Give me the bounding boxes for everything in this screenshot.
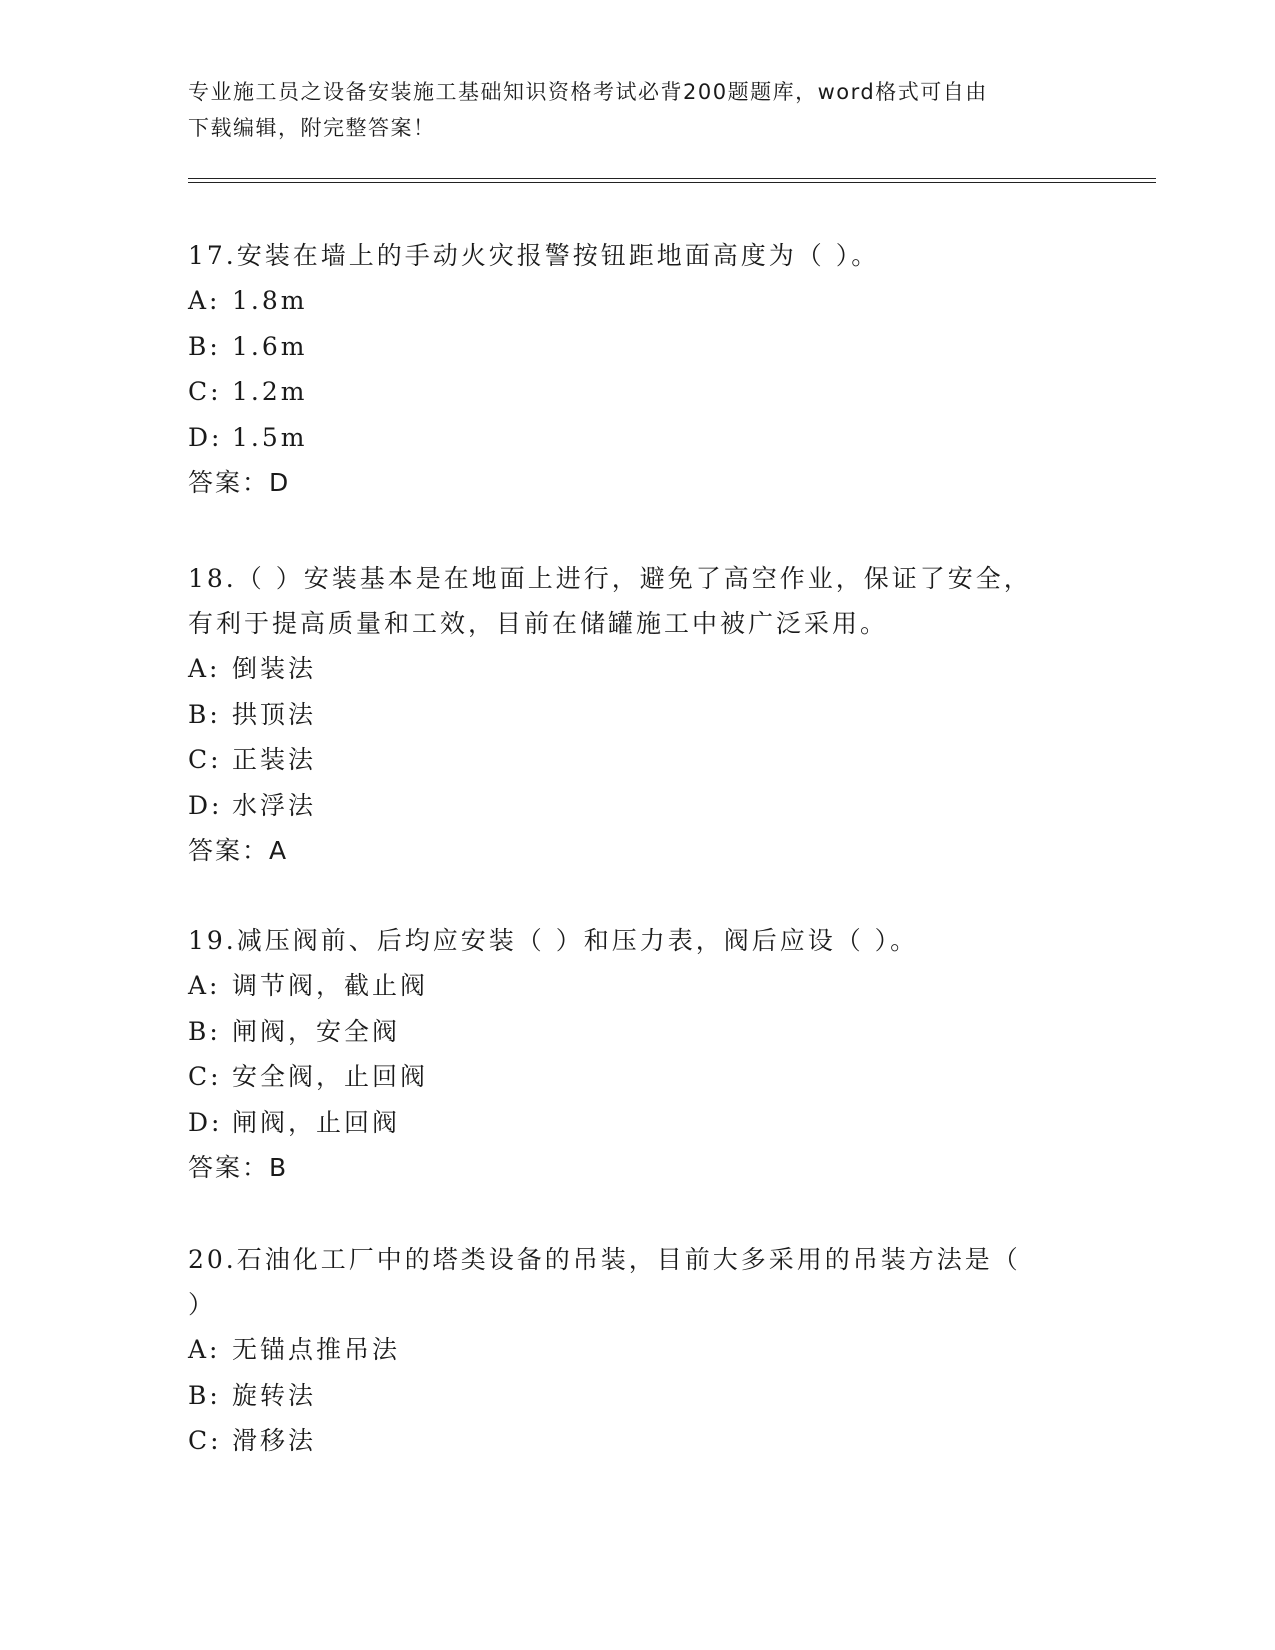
option-text: 旋转法 xyxy=(232,1380,317,1410)
option-letter: C: xyxy=(188,1426,222,1455)
option-b xyxy=(188,1009,1068,1055)
option-letter: A: xyxy=(188,286,221,315)
question-stem-line-2: ） xyxy=(188,1290,217,1319)
option-d xyxy=(188,783,1068,829)
option-text: 闸阀，止回阀 xyxy=(232,1107,401,1137)
option-letter: A: xyxy=(188,654,221,683)
option-c xyxy=(188,737,1068,783)
question-19 xyxy=(188,918,1068,1190)
option-letter: A: xyxy=(188,1335,221,1364)
header-line-1: 专业施工员之设备安装施工基础知识资格考试必背200题题库，word格式可自由 xyxy=(188,80,988,104)
answer-line: 答案：A xyxy=(188,836,289,865)
option-text: 1.8m xyxy=(232,286,308,315)
option-text: 倒装法 xyxy=(232,654,317,683)
header-divider-top xyxy=(188,178,1156,179)
question-20 xyxy=(188,1237,1068,1464)
option-letter: B: xyxy=(188,699,221,729)
question-stem: 17.安装在墙上的手动火灾报警按钮距地面高度为（ ）。 xyxy=(188,241,880,270)
option-letter: B: xyxy=(188,1016,221,1046)
option-c xyxy=(188,1054,1068,1100)
option-letter: D: xyxy=(188,1107,223,1137)
option-text: 调节阀，截止阀 xyxy=(232,971,429,1000)
option-a xyxy=(188,278,1068,324)
answer-line: 答案：B xyxy=(188,1153,289,1182)
option-letter: C: xyxy=(188,377,222,406)
option-letter: B: xyxy=(188,331,221,361)
option-d xyxy=(188,415,1068,461)
option-b xyxy=(188,1373,1068,1419)
option-text: 滑移法 xyxy=(232,1426,317,1455)
question-stem-line-1: 20.石油化工厂中的塔类设备的吊装，目前大多采用的吊装方法是（ xyxy=(188,1245,1021,1274)
question-17 xyxy=(188,233,1068,505)
option-text: 1.5m xyxy=(232,422,308,452)
option-text: 拱顶法 xyxy=(232,699,317,729)
option-c xyxy=(188,1418,1068,1464)
option-text: 1.2m xyxy=(232,377,308,406)
header-divider-bottom xyxy=(188,182,1156,183)
option-text: 水浮法 xyxy=(232,790,317,820)
option-c xyxy=(188,369,1068,415)
option-a xyxy=(188,1327,1068,1373)
question-stem-line-2: 有利于提高质量和工效，目前在储罐施工中被广泛采用。 xyxy=(188,609,889,638)
option-b xyxy=(188,692,1068,738)
option-a xyxy=(188,963,1068,1009)
option-letter: C: xyxy=(188,1062,222,1091)
option-text: 1.6m xyxy=(232,331,308,361)
option-letter: D: xyxy=(188,790,223,820)
question-stem: 19.减压阀前、后均应安装（ ）和压力表，阀后应设（ ）。 xyxy=(188,926,919,955)
option-b xyxy=(188,324,1068,370)
document-header xyxy=(188,74,1088,146)
option-letter: C: xyxy=(188,745,222,774)
answer-line: 答案：D xyxy=(188,468,291,497)
option-text: 闸阀，安全阀 xyxy=(232,1016,401,1046)
option-a xyxy=(188,646,1068,692)
option-text: 无锚点推吊法 xyxy=(232,1335,401,1364)
option-text: 安全阀，止回阀 xyxy=(232,1062,429,1091)
option-letter: A: xyxy=(188,971,221,1000)
header-line-2: 下载编辑，附完整答案！ xyxy=(188,116,436,140)
option-letter: D: xyxy=(188,422,223,452)
option-d xyxy=(188,1100,1068,1146)
option-letter: B: xyxy=(188,1380,221,1410)
question-18 xyxy=(188,556,1068,873)
option-text: 正装法 xyxy=(232,745,317,774)
question-stem-line-1: 18.（ ）安装基本是在地面上进行，避免了高空作业，保证了安全， xyxy=(188,564,1032,593)
